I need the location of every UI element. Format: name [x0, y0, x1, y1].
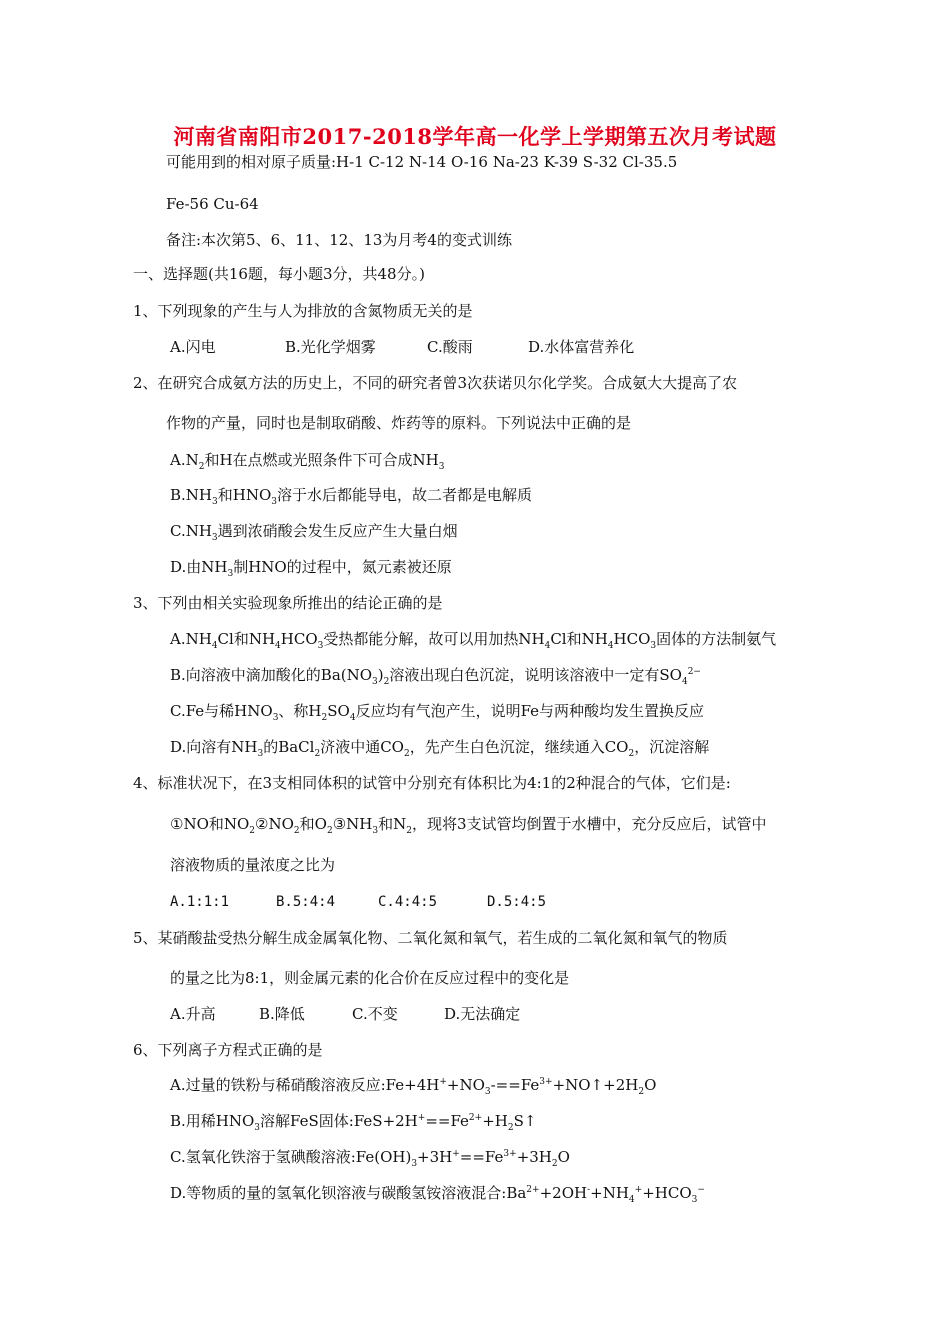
question-2-option-a: $A.N_2$和H在点燃或光照条件下可合成$NH_3$ [170, 451, 445, 472]
option-b: B.光化学烟雾 [285, 338, 376, 356]
question-3-option-a: $A.NH_4Cl$和$NH_4HCO_3$受热都能分解，故可以用加热$NH_4Cl$和$NH_4HCO_3$固体的方法制氨气 [170, 630, 777, 651]
option-d: D.5:4:5 [487, 894, 547, 910]
option-c: C.不变 [352, 1005, 398, 1023]
question-6-option-b: B.用稀$HNO_3$溶解FeS固体$:FeS+2H^+==Fe^{2+}+H_2S↑$ [170, 1112, 537, 1133]
question-4-stem-end: 溶液物质的量浓度之比为 [170, 856, 336, 874]
question-3-option-d: D.向溶有$NH_3$的BaCl$_2$济液中通$CO_2$，先产生白色沉淀，继续通入$CO_2$，沉淀溶解 [170, 738, 710, 759]
question-5-stem: 5、某硝酸盐受热分解生成金属氧化物、二氧化氮和氧气，若生成的二氧化氮和氧气的物质 [133, 929, 728, 947]
atomic-mass-line-cont: Fe-56 Cu-64 [166, 195, 259, 213]
note-line: 备注:本次第5、6、11、12、13为月考4的变式训练 [166, 231, 512, 249]
question-5-stem-cont: 的量之比为8:1，则金属元素的化合价在反应过程中的变化是 [170, 969, 570, 987]
question-2-stem-cont: 作物的产量，同时也是制取硝酸、炸药等的原料。下列说法中正确的是 [166, 414, 632, 432]
option-a: A.升高 [170, 1005, 216, 1023]
option-d: D.水体富营养化 [528, 338, 635, 356]
question-6-option-d: D.等物质的量的氢氧化钡溶液与碳酸氢铵溶液混合$:Ba^{2+}+2OH^-+NH_4^++HCO_3^-$ [170, 1184, 705, 1205]
exam-title: 河南省南阳市2017-2018学年高一化学上学期第五次月考试题 [173, 124, 777, 149]
question-1-options [170, 337, 634, 357]
option-c: C.酸雨 [427, 338, 473, 356]
question-1-stem: 1、下列现象的产生与人为排放的含氮物质无关的是 [133, 302, 473, 320]
question-6-stem: 6、下列离子方程式正确的是 [133, 1041, 323, 1059]
option-b: B.降低 [259, 1005, 305, 1023]
question-4-stem: 4、标准状况下，在3支相同体积的试管中分别充有体积比为4:1的2种混合的气体，它们是: [133, 774, 731, 792]
question-4-options [170, 892, 546, 912]
question-2-option-b: $B.NH_3$和$HNO_3$溶于水后都能导电，故二者都是电解质 [170, 486, 532, 507]
question-2-option-d: D.由$NH_3$制HNO的过程中，氮元素被还原 [170, 558, 452, 579]
question-6-option-a: A.过量的铁粉与稀硝酸溶液反应$:Fe+4H^++NO_3-==Fe^{3+}+NO↑+2H_2O$ [170, 1076, 657, 1097]
question-2-stem: 2、在研究合成氨方法的历史上，不同的研究者曾3次获诺贝尔化学奖。合成氨大大提高了农 [133, 374, 738, 392]
question-2-option-c: $C.NH_3$遇到浓硝酸会发生反应产生大量白烟 [170, 522, 458, 543]
question-3-option-c: C.Fe与稀$HNO_3$、称$H_2SO_4$反应均有气泡产生，说明Fe与两种酸均发生置换反应 [170, 702, 705, 723]
question-3-option-b: B.向溶液中滴加酸化的$Ba(NO_3)_2$溶液出现白色沉淀，说明该溶液中一定有$SO_4^{2-}$ [170, 666, 701, 687]
atomic-mass-line: 可能用到的相对原子质量:H-1 C-12 N-14 O-16 Na-23 K-39 S-32 Cl-35.5 [166, 153, 678, 171]
question-5-options [170, 1004, 520, 1024]
option-c: C.4:4:5 [378, 894, 438, 910]
question-4-stem-cont: ①NO和$NO_2②NO_2$和$O_2③NH_3$和$N_2$，现将3支试管均倒置于水槽中，充分反应后，试管中 [170, 815, 767, 836]
section-heading: 一、选择题(共16题，每小题3分，共48分。) [133, 265, 425, 283]
option-a: A.1:1:1 [170, 894, 230, 910]
option-a: A.闪电 [170, 338, 216, 356]
question-3-stem: 3、下列由相关实验现象所推出的结论正确的是 [133, 594, 443, 612]
question-6-option-c: C.氢氧化铁溶于氢碘酸溶液$:Fe(OH)_3+3H^+==Fe^{3+}+3H_2O$ [170, 1148, 570, 1169]
option-b: B.5:4:4 [276, 894, 336, 910]
option-d: D.无法确定 [444, 1005, 521, 1023]
